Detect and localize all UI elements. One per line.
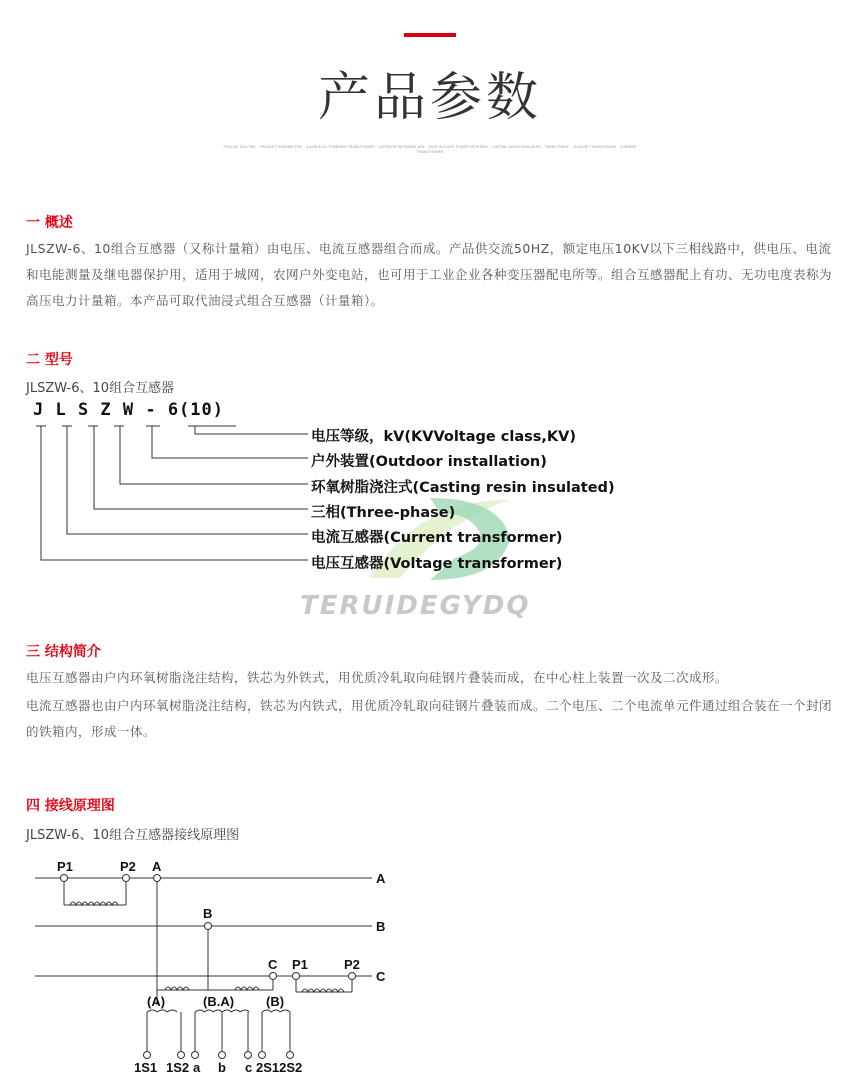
- label-node-c: C: [268, 957, 278, 972]
- label-a: a: [193, 1060, 201, 1075]
- label-group-a: (A): [147, 994, 166, 1009]
- label-node-b: B: [203, 906, 213, 921]
- model-heading: 二 型号: [26, 352, 73, 368]
- label-p1-top: P1: [57, 859, 73, 874]
- model-label-current-transformer: 电流互感器(Current transformer): [311, 530, 563, 546]
- model-label-outdoor: 户外装置(Outdoor installation): [311, 454, 547, 470]
- label-c: c: [245, 1060, 253, 1075]
- model-label-voltage-class: 电压等级，kV(KVVoltage class,KV): [311, 429, 576, 445]
- label-group-ba: (B.A): [203, 994, 235, 1009]
- page-title: 产品参数: [317, 68, 542, 128]
- wiring-heading: 四 接线原理图: [26, 798, 115, 814]
- label-2s12s2: 2S12S2: [256, 1060, 303, 1075]
- label-node-a: A: [152, 859, 162, 874]
- label-1s1: 1S1: [134, 1060, 158, 1075]
- model-code: J L S Z W - 6(10): [33, 400, 224, 420]
- model-line: JLSZW-6、10组合互感器: [26, 381, 175, 396]
- overview-heading: 一 概述: [26, 215, 73, 231]
- label-line-b: B: [376, 919, 386, 934]
- wiring-diagram: [0, 850, 860, 1080]
- watermark-text: TERUIDEGYDQ: [300, 591, 531, 621]
- model-label-casting-resin: 环氧树脂浇注式(Casting resin insulated): [311, 480, 615, 496]
- structure-paragraph-1: 电压互感器由户内环氧树脂浇注结构，铁芯为外铁式，用优质冷轧取向硅钢片叠装而成，在中心柱上装置一次及二次成形。: [26, 670, 729, 685]
- wiring-line: JLSZW-6、10组合互感器接线原理图: [26, 828, 240, 843]
- label-p2-c: P2: [344, 957, 360, 972]
- title-accent-bar: [404, 33, 456, 37]
- page-subtitle: TERUIDE ELECTRIC · PRODUCT PARAMETERS · JLSZW-6/10 COMBINED TRANSFORMER · OUTDOOR METERING BOX · HIGH VOLTAGE POWER METERING · CASTING RESIN INSULATED · THREE PHASE · VOLTAGE TRANSFORMER · CURRENT TRANSFORMER: [223, 145, 637, 154]
- label-1s2: 1S2: [166, 1060, 190, 1075]
- label-p1-c: P1: [292, 957, 308, 972]
- overview-paragraph: JLSZW-6、10组合互感器（又称计量箱）由电压、电流互感器组合而成。产品供交流50HZ，额定电压10KV以下三相线路中，供电压、电流和电能测量及继电器保护用，适用于城网，农网户外变电站，也可用于工业企业各种变压器配电所等。组合互感器配上有功、无功电度表称为高压电力计量箱。本产品可取代油浸式组合互感器（计量箱）。: [26, 241, 833, 308]
- model-label-voltage-transformer: 电压互感器(Voltage transformer): [311, 556, 563, 572]
- label-line-a: A: [376, 871, 386, 886]
- structure-heading: 三 结构简介: [26, 644, 101, 660]
- model-label-three-phase: 三相(Three-phase): [311, 505, 456, 521]
- label-p2-top: P2: [120, 859, 136, 874]
- label-line-c: C: [376, 969, 386, 984]
- label-group-b: (B): [266, 994, 285, 1009]
- label-b: b: [218, 1060, 226, 1075]
- structure-paragraph-2: 电流互感器也由户内环氧树脂浇注结构，铁芯为内铁式，用优质冷轧取向硅钢片叠装而成。二个电压、二个电流单元件通过组合装在一个封闭的铁箱内，形成一体。: [26, 698, 833, 739]
